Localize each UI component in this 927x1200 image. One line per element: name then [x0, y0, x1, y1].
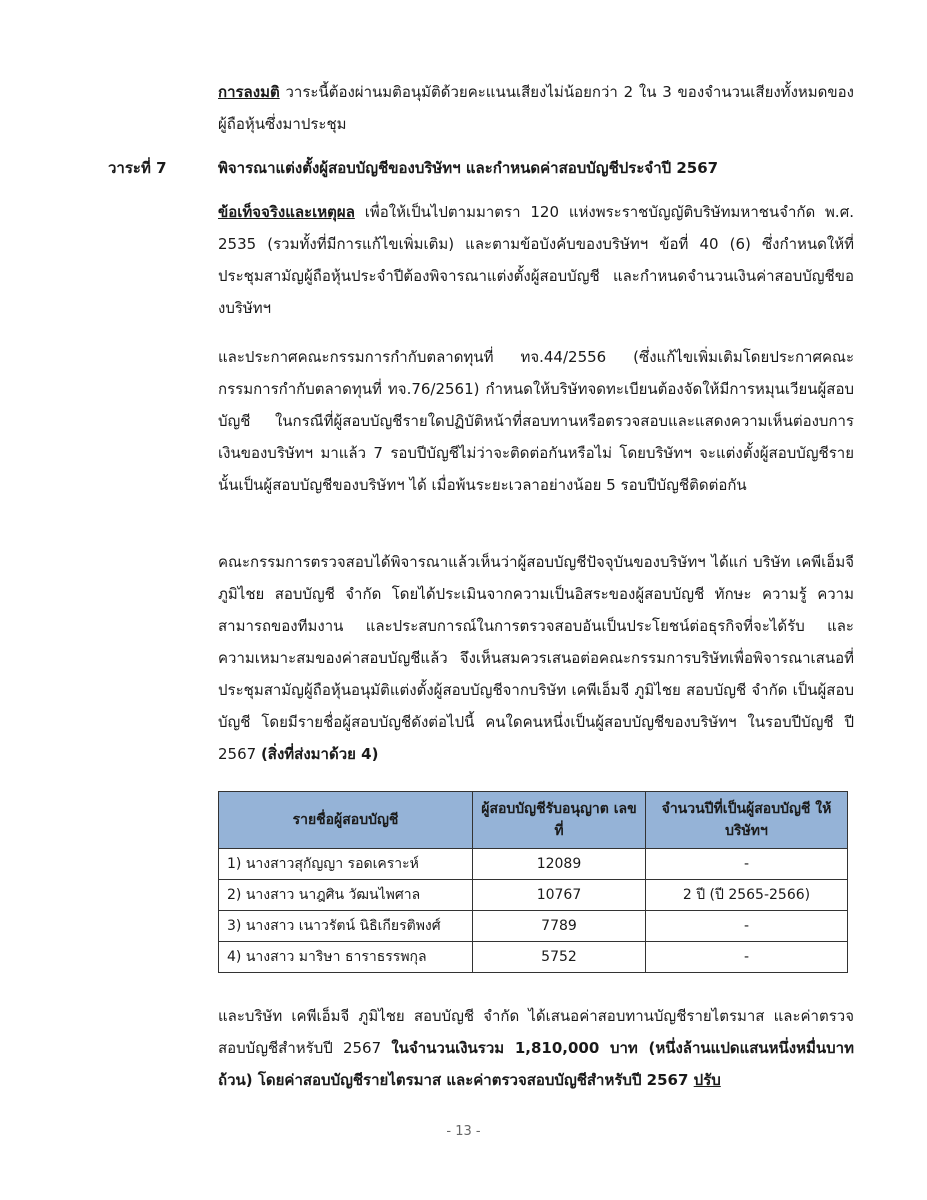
table-row	[219, 849, 848, 880]
table-header-row	[219, 792, 848, 849]
vote-label: การลงมติ	[218, 83, 280, 101]
committee-paragraph	[218, 546, 854, 770]
years-served: -	[645, 942, 847, 973]
auditor-name: 1) นางสาวสุกัญญา รอดเคราะห์	[219, 849, 473, 880]
license-number: 7789	[473, 911, 646, 942]
header-auditor-name: รายชื่อผู้สอบบัญชี	[219, 792, 473, 849]
header-years-served: จำนวนปีที่เป็นผู้สอบบัญชี ให้บริษัทฯ	[645, 792, 847, 849]
table-row	[219, 880, 848, 911]
facts-paragraph	[218, 196, 854, 324]
years-served: -	[645, 911, 847, 942]
auditor-name: 3) นางสาว เนาวรัตน์ นิธิเกียรติพงศ์	[219, 911, 473, 942]
attachment-ref: (สิ่งที่ส่งมาด้วย 4)	[260, 745, 379, 763]
fee-text: และบริษัท เคพีเอ็มจี ภูมิไชย สอบบัญชี จำกัด ได้เสนอค่าสอบทานบัญชีรายไตรมาส และค่าตรวจสอบบัญชีสำหรับปี 2567	[218, 1007, 854, 1057]
page-number: - 13 -	[446, 1124, 481, 1139]
agenda-number: วาระที่ 7	[108, 159, 167, 177]
table-row	[219, 942, 848, 973]
auditor-name: 2) นางสาว นาฎศิน วัฒนไพศาล	[219, 880, 473, 911]
auditor-name: 4) นางสาว มาริษา ธาราธรรพกุล	[219, 942, 473, 973]
vote-paragraph	[218, 76, 854, 140]
years-served: 2 ปี (ปี 2565-2566)	[645, 880, 847, 911]
fee-continued: ปรับ	[693, 1071, 721, 1089]
facts-label: ข้อเท็จจริงและเหตุผล	[218, 203, 355, 221]
header-license-number: ผู้สอบบัญชีรับอนุญาต เลขที่	[473, 792, 646, 849]
table-row	[219, 911, 848, 942]
sec-paragraph: และประกาศคณะกรรมการกำกับตลาดทุนที่ ทจ.44/2556 (ซึ่งแก้ไขเพิ่มเติมโดยประกาศคณะกรรมการกำกับตลาดทุนที่ ทจ.76/2561) กำหนดให้บริษัทจดทะเบียนต้องจัดให้มีการหมุนเวียนผู้สอบบัญชี ในกรณีที่ผู้สอบบัญชีรายใดปฏิบัติหน้าที่สอบทานหรือตรวจสอบและแสดงความเห็นต่องบการเงินของบริษัทฯ มาแล้ว 7 รอบปีบัญชีไม่ว่าจะติดต่อกันหรือไม่ โดยบริษัทฯ จะแต่งตั้งผู้สอบบัญชีรายนั้นเป็นผู้สอบบัญชีของบริษัทฯ ได้ เมื่อพ้นระยะเวลาอย่างน้อย 5 รอบปีบัญชีติดต่อกัน	[218, 348, 854, 494]
vote-text: วาระนี้ต้องผ่านมติอนุมัติด้วยคะแนนเสียงไม่น้อยกว่า 2 ใน 3 ของจำนวนเสียงทั้งหมดของผู้ถือหุ้นซึ่งมาประชุม	[218, 83, 854, 133]
fee-paragraph	[218, 1000, 854, 1096]
facts-text: เพื่อให้เป็นไปตามมาตรา 120 แห่งพระราชบัญญัติบริษัทมหาชนจำกัด พ.ศ. 2535 (รวมทั้งที่มีการแก้ไขเพิ่มเติม) และตามข้อบังคับของบริษัทฯ ข้อที่ 40 (6) ซึ่งกำหนดให้ที่ประชุมสามัญผู้ถือหุ้นประจำปีต้องพิจารณาแต่งตั้งผู้สอบบัญชี และกำหนดจำนวนเงินค่าสอบบัญชีของบริษัทฯ	[218, 203, 854, 317]
license-number: 12089	[473, 849, 646, 880]
agenda-title: พิจารณาแต่งตั้งผู้สอบบัญชีของบริษัทฯ และกำหนดค่าสอบบัญชีประจำปี 2567	[218, 159, 719, 177]
license-number: 5752	[473, 942, 646, 973]
years-served: -	[645, 849, 847, 880]
license-number: 10767	[473, 880, 646, 911]
fee-amount: ในจำนวนเงินรวม 1,810,000 บาท (หนึ่งล้านแปดแสนหนึ่งหมื่นบาทถ้วน) โดยค่าสอบบัญชีรายไตรมาส และค่าตรวจสอบบัญชีสำหรับปี 2567	[218, 1039, 854, 1089]
committee-text: คณะกรรมการตรวจสอบได้พิจารณาแล้วเห็นว่าผู้สอบบัญชีปัจจุบันของบริษัทฯ ได้แก่ บริษัท เคพีเอ็มจี ภูมิไชย สอบบัญชี จำกัด โดยได้ประเมินจากความเป็นอิสระของผู้สอบบัญชี ทักษะ ความรู้ ความสามารถของทีมงาน และประสบการณ์ในการตรวจสอบอันเป็นประโยชน์ต่อธุรกิจที่จะได้รับ และความเหมาะสมของค่าสอบบัญชีแล้ว จึงเห็นสมควรเสนอต่อคณะกรรมการบริษัทเพื่อพิจารณาเสนอที่ประชุมสามัญผู้ถือหุ้นอนุมัติแต่งตั้งผู้สอบบัญชีจากบริษัท เคพีเอ็มจี ภูมิไชย สอบบัญชี จำกัด เป็นผู้สอบบัญชี โดยมีรายชื่อผู้สอบบัญชีดังต่อไปนี้ คนใดคนหนึ่งเป็นผู้สอบบัญชีของบริษัทฯ ในรอบปีบัญชี ปี 2567	[218, 553, 854, 763]
auditor-table	[218, 791, 848, 973]
